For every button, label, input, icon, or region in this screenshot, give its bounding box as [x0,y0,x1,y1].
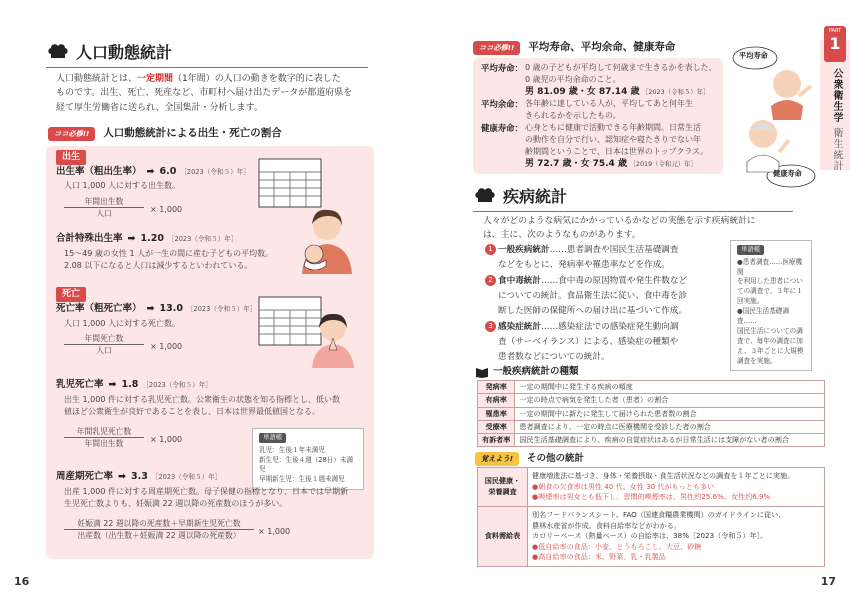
item-text: 患者数などについての統計。 [498,352,610,363]
item-text: についての統計。食品衛生法に従い、食中毒を診 [498,291,687,302]
side-vertical-title [829,68,844,171]
life-value: 男 72.7 歳・女 75.4 歳 [525,159,627,169]
section-heading-vital-statistics [46,38,368,68]
section-title: 人口動態統計 [76,42,173,62]
book-icon [475,366,489,378]
formula-numerator: 年間乳児死亡数 [76,427,132,436]
disease-item-infectious [485,320,725,365]
healthy-life-text [525,122,721,172]
table-row [478,420,825,433]
cell-line: ●低自給率の食品：小麦、とうもろこし、大豆、砂糖 [532,541,702,551]
life-year: ［2019（令和元）年］ [629,160,697,168]
mother-with-baby-illustration [292,204,362,274]
table-cell: 一定の期間中に新たに発生して届けられた患者数の割合 [515,407,825,420]
formula-denominator: 年間出生数 [84,439,124,449]
general-disease-table [477,380,825,447]
life-expectancy-title: 平均寿命、平均余命、健康寿命 [528,41,676,54]
total-fertility-rate-name [56,232,237,246]
life-text-line: 各年齢に達している人が、平均してあと何年生 [525,99,693,108]
glossary-line: ●患者調査……医療機関 [737,257,803,276]
side-title: 公衆衛生学 [831,68,842,123]
item-year: ［2023（令和５）年］ [167,235,238,243]
cell-line: 農林水産省が作成。食料自給率などがわかる。 [532,520,681,530]
praying-woman-illustration [306,308,360,368]
item-paren: （粗死亡率） [84,303,142,314]
disease-item-food-poisoning [485,274,725,319]
glossary-line: ての調査で、３年に１ [737,287,803,296]
koko-title: 人口動態統計による出生・死亡の割合 [103,127,282,140]
other-stats-title: その他の統計 [527,453,585,465]
item-name: 食中毒統計 [498,276,541,286]
death-rate-name [56,302,256,316]
life-text-line: きられるかを示したもの。 [525,111,621,120]
table-cell: 一定の期間中に発生する疾病の頻度 [515,381,825,394]
table-cell [528,468,825,507]
table-row [478,434,825,447]
section-title: 疾病統計 [503,186,568,206]
total-fertility-rate-desc: 15～49 歳の女性 1 人が一生の間に産む子どもの平均数。 2.08 以下になると人口は減少するといわれている。 [64,249,274,271]
item-year: ［2023（令和５）年］ [186,305,257,313]
life-text-line: 齢期間ということで、日本は世界のトップクラス。 [525,147,709,156]
healthy-life-label: 健康寿命： [481,123,523,133]
intro-text: は、主に、次のようなものがあります。 [483,230,641,241]
cell-line: カロリーベース（熱量ベース）の自給率は、38%［2023（令和５）年］。 [532,531,768,541]
disease-item-general [485,243,725,273]
life-text-line: 心身ともに健康で活動できる年齢期間。日常生活 [525,123,701,132]
table-header-cell: 受療率 [478,420,515,433]
death-rate-desc: 人口 1,000 人に対する死亡数。 [64,319,180,328]
intro-text: ものです。出生、死亡、死産など、市町村へ届け出たデータが都道府県を [56,88,353,99]
table-row [478,394,825,407]
item-year: ［2023（令和５）年］ [151,473,222,481]
intro-text: 経て厚生労働省に送られ、全国集計・分析します。 [56,102,263,113]
bubble-healthy-life: 健康寿命 [773,169,802,178]
cell-line: ●高自給率の食品：米、野菜、乳・乳製品 [532,552,666,562]
item-text: 査（サーベイランス）による、感染症の種類や [498,337,679,348]
arrow-icon: ➡ [146,303,155,314]
chef-hat-icon [473,185,497,209]
glossary-line: 国民生活についての調 [737,326,803,335]
perinatal-mortality-formula [64,518,254,542]
intro-highlight: 一定期間 [137,74,174,84]
life-remaining-label: 平均余命： [481,99,523,109]
bubble-avg-life: 平均寿命 [739,51,768,60]
table-row [478,506,825,566]
item-name: 出生率 [56,166,85,177]
table-row [478,381,825,394]
table-header-cell: 有訴者率 [478,434,515,447]
multiplier: × 1,000 [258,527,291,536]
item-number: 2 [485,275,496,286]
page-number-left: 16 [14,575,30,589]
page-number-right: 17 [820,575,836,589]
formula-denominator: 出産数（出生数＋妊娠満 22 週以降の死産数） [77,531,241,541]
formula-numerator: 年間死亡数 [84,334,124,343]
formula-denominator: 人口 [96,346,112,356]
koko-header-life [473,40,675,56]
birth-rate-desc: 人口 1,000 人に対する出生数。 [64,181,180,190]
item-year: ［2023（令和５）年］ [142,381,212,389]
item-value: 1.8 [121,379,139,390]
item-name: 感染症統計 [498,322,541,332]
arrow-icon: ➡ [118,471,126,482]
glossary-line: 乳児：生後１年未満児 [259,445,325,454]
other-stats-header [475,451,584,467]
item-value: 1.20 [140,233,164,244]
table-cell [528,506,825,566]
koko-badge: ココ必修!! [473,41,520,55]
glossary-header: 単語帳 [259,433,286,443]
cell-line: ●喫煙率は男女とも低下し、習慣的喫煙率は、男性約25.6%、女性約6.9% [532,492,771,502]
table-header-cell: 発病率 [478,381,515,394]
perinatal-mortality-desc: 出産 1,000 件に対する周産期死亡数。母子保健の指標となり、日本では早期新 生児死亡数よりも、妊娠満 22 週以降の死産数のほうが多い。 [64,487,348,509]
glossary-box-right [730,240,812,371]
item-number: 3 [485,321,496,332]
chef-hat-icon [46,41,70,65]
life-text-line: の動作を自分で行い、認知症や寝たきりでない年 [525,135,701,144]
table-header-cell: 食料需給表 [478,506,528,566]
avg-life-label: 平均寿命： [481,63,523,73]
birth-tag: 出生 [56,150,86,165]
life-remaining-text [525,98,721,122]
table-header-cell: 国民健康・栄養調査 [478,468,528,507]
table-row [478,407,825,420]
item-name: 乳児死亡率 [56,379,104,390]
item-name: 死亡率 [56,303,85,314]
life-text-line: 0 歳の子どもが平均して何歳まで生きるかを表した、 [525,63,717,72]
cell-line: ●朝食の欠食率は男性 40 代、女性 30 代がもっとも多い [532,481,715,491]
birth-rate-formula [64,196,144,220]
death-tag: 死亡 [56,287,86,302]
other-stats-table [477,467,825,567]
avg-life-text [525,62,721,100]
glossary-line: 早期新生児：生後１週未満児 [259,475,345,484]
multiplier: × 1,000 [150,342,183,351]
arrow-icon: ➡ [146,166,155,177]
intro-text: （1年間）の人口の動きを数字的に表した [173,74,341,84]
intro-text: 人々がどのような病気にかかっているかなどの実態を示す疾病統計に [483,216,756,226]
glossary-line: 査で、毎年の調査に加 [737,336,803,345]
cell-line: 健康増進法に基づき、身体・栄養摂取・食生活状況などの調査を１年ごとに実施。 [532,471,795,480]
part-label: PART [828,28,842,34]
glossary-line: を利用した患者につい [737,277,803,286]
perinatal-mortality-name [56,470,221,484]
item-text: ……患者調査や国民生活基礎調査 [549,245,679,255]
general-table-header [475,364,579,380]
section-heading-disease [473,182,793,212]
general-table-title: 一般疾病統計の種類 [493,366,579,378]
item-value: 13.0 [159,303,183,314]
formula-denominator: 人口 [96,209,112,219]
glossary-line: 回実施。 [737,297,764,306]
koko-badge: ココ必修!! [48,127,95,141]
death-rate-formula [64,333,144,357]
formula-numerator: 妊娠満 22 週以降の死産数＋早期新生児死亡数 [77,519,241,528]
life-value: 男 81.09 歳・女 87.14 歳 [525,87,640,97]
glossary-box [252,428,364,490]
item-text: などをもとに、発病率や罹患率などを作成。 [498,260,670,271]
item-year: ［2023（令和５）年］ [180,168,250,176]
birth-certificate-illustration [258,158,322,208]
intro-text: 人口動態統計とは、 [56,74,138,84]
disease-intro [483,214,823,242]
multiplier: × 1,000 [150,205,183,214]
part-badge [824,26,846,62]
glossary-line: 新生児：生後４週（28日）未満児 [259,455,354,474]
item-name: 一般疾病統計 [498,245,550,255]
intro-paragraph [56,72,376,115]
table-header-cell: 罹患率 [478,407,515,420]
glossary-line: え、３年ごとに大規模 [737,346,804,355]
arrow-icon: ➡ [108,379,117,390]
table-cell: 患者調査により、一定の時点に医療機関を受診した者の割合 [515,420,825,433]
item-name: 周産期死亡率 [56,471,114,482]
infant-mortality-name [56,378,212,392]
item-text: 断した医師の保健所への届け出に基づいて作成。 [498,306,688,317]
item-text: ……感染症法での感染症発生動向調 [540,322,679,332]
infant-mortality-formula [64,426,144,450]
formula-numerator: 年間出生数 [84,197,124,206]
item-paren: （粗出生率） [84,166,142,177]
arrow-icon: ➡ [127,233,136,244]
side-subtitle: 衛生統計 [831,127,842,172]
glossary-header: 単語帳 [737,245,764,255]
item-value: 3.3 [130,471,148,482]
item-text: ……食中毒の原因物質や発生件数など [540,276,688,286]
item-name: 合計特殊出生率 [56,233,123,244]
life-text-line: 0 歳児の平均余命のこと。 [525,75,621,84]
table-cell: 一定の時点で病気を発生した者（患者）の割合 [515,394,825,407]
table-cell: 国民生活基礎調査により、疾病の自覚症状はあるが日常生活には支障がない者の割合 [515,434,825,447]
cell-line: 別名フードバランスシート。FAO（国連食糧農業機関）のガイドラインに従い、 [532,509,786,519]
right-page [425,0,850,602]
koko-header [48,126,282,142]
glossary-line: 調査を実施。 [737,356,777,365]
glossary-line: ●国民生活基礎調査…… [737,307,789,325]
item-number: 1 [485,244,496,255]
table-row [478,468,825,507]
life-year: ［2023（令和５）年］ [642,88,710,96]
table-header-cell: 有病率 [478,394,515,407]
elderly-people-illustration [729,40,817,190]
oboe-badge: 覚えよう! [475,452,519,466]
multiplier: × 1,000 [150,435,183,444]
birth-rate-name [56,165,250,179]
part-number: 1 [829,34,841,53]
infant-mortality-desc: 出生 1,000 件に対する乳児死亡数。公衆衛生の状態を知る指標とし、低い数 値ほど公衆衛生が良好であることを表し、日本は世界最低値国となる。 [64,395,340,417]
item-value: 6.0 [159,166,177,177]
